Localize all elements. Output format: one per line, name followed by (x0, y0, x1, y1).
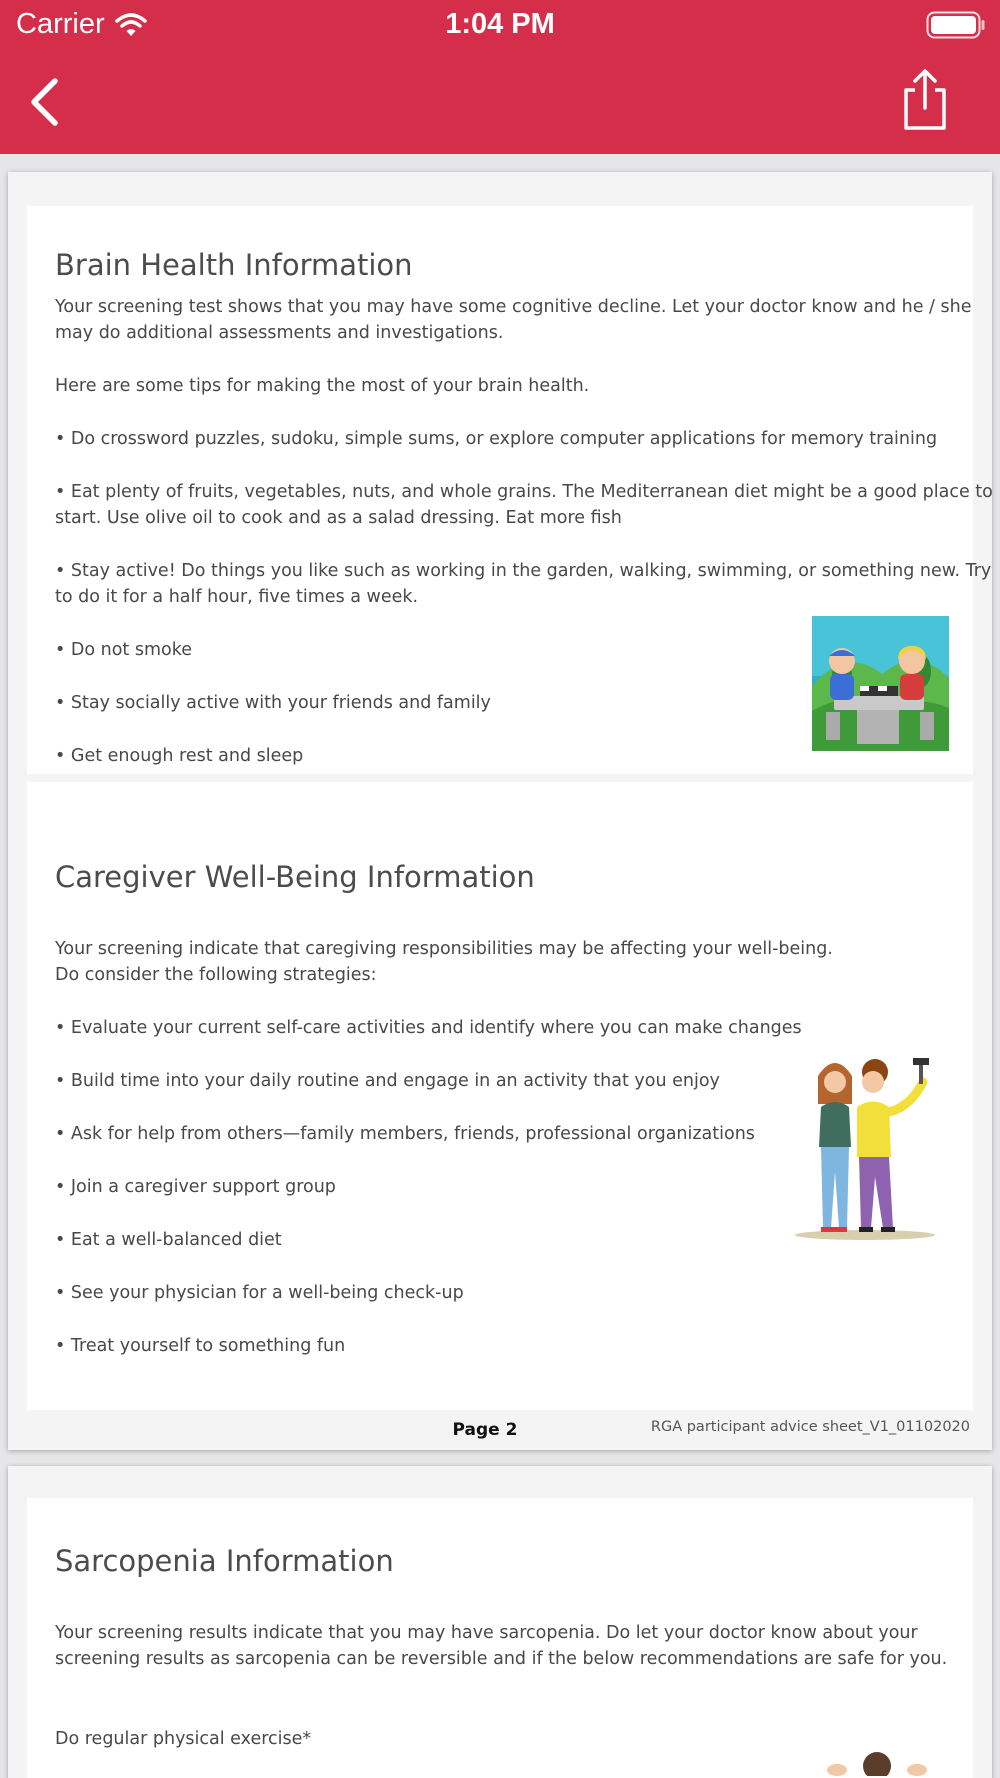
status-bar (0, 0, 1000, 50)
chevron-left-icon (22, 72, 72, 132)
brain-health-section (27, 206, 993, 774)
brain-tip-6: • Get enough rest and sleep (55, 746, 304, 766)
brain-tip-4: • Do not smoke (55, 640, 193, 660)
sarcopenia-intro-line2: screening results as sarcopenia can be reversible and if the below recommendations are safe for you. (55, 1649, 948, 1669)
carrier-label: Carrier (16, 8, 105, 40)
brain-health-title: Brain Health Information (55, 248, 413, 282)
caregiver-intro-line2: Do consider the following strategies: (55, 965, 377, 985)
sarcopenia-section (27, 1498, 973, 1778)
back-button[interactable] (22, 72, 72, 132)
share-button[interactable] (900, 68, 950, 132)
brain-intro-line1: Your screening test shows that you may have some cognitive decline. Let your doctor know and he / she (55, 297, 972, 317)
page-number: Page 2 (452, 1420, 518, 1440)
caregiver-wellbeing-section (27, 782, 973, 1410)
brain-tip-3-line2: to do it for a half hour, five times a week. (55, 587, 419, 607)
caregiver-tip-7: • Treat yourself to something fun (55, 1336, 346, 1356)
share-icon (900, 68, 950, 132)
sarcopenia-exercise: Do regular physical exercise* (55, 1729, 312, 1749)
brain-tip-2-line2: start. Use olive oil to cook and as a salad dressing. Eat more fish (55, 508, 622, 528)
sarcopenia-intro-line1: Your screening results indicate that you may have sarcopenia. Do let your doctor know about your (55, 1623, 918, 1643)
brain-tip-3-line1: • Stay active! Do things you like such as working in the garden, walking, swimming, or something new. Try (55, 561, 992, 581)
sarcopenia-title: Sarcopenia Information (55, 1544, 394, 1578)
elderly-playing-chess-illustration (812, 616, 949, 751)
caregiver-intro-line1: Your screening indicate that caregiving responsibilities may be affecting your well-being. (55, 939, 833, 959)
caregiver-tip-3: • Ask for help from others—family members, friends, professional organizations (55, 1124, 755, 1144)
two-women-selfie-illustration (785, 1052, 945, 1242)
document-page-3[interactable] (8, 1466, 992, 1778)
navigation-bar (0, 0, 1000, 154)
brain-intro-line2: may do additional assessments and investigations. (55, 323, 504, 343)
document-footer-note: RGA participant advice sheet_V1_01102020 (650, 1419, 970, 1435)
brain-tip-2-line1: • Eat plenty of fruits, vegetables, nuts, and whole grains. The Mediterranean diet might be a good place to (55, 482, 993, 502)
brain-tip-5: • Stay socially active with your friends and family (55, 693, 491, 713)
caregiver-tip-2: • Build time into your daily routine and engage in an activity that you enjoy (55, 1071, 720, 1091)
document-page-2[interactable] (8, 172, 992, 1450)
status-time: 1:04 PM (445, 8, 555, 40)
caregiver-tip-5: • Eat a well-balanced diet (55, 1230, 282, 1250)
battery-icon (926, 11, 986, 39)
caregiver-title: Caregiver Well-Being Information (55, 860, 535, 894)
brain-tip-1: • Do crossword puzzles, sudoku, simple sums, or explore computer applications for memory training (55, 429, 938, 449)
caregiver-tip-6: • See your physician for a well-being check-up (55, 1283, 464, 1303)
brain-tips-intro: Here are some tips for making the most of your brain health. (55, 376, 590, 396)
caregiver-tip-1: • Evaluate your current self-care activities and identify where you can make changes (55, 1018, 802, 1038)
caregiver-tip-4: • Join a caregiver support group (55, 1177, 336, 1197)
exercise-illustration (817, 1736, 937, 1776)
